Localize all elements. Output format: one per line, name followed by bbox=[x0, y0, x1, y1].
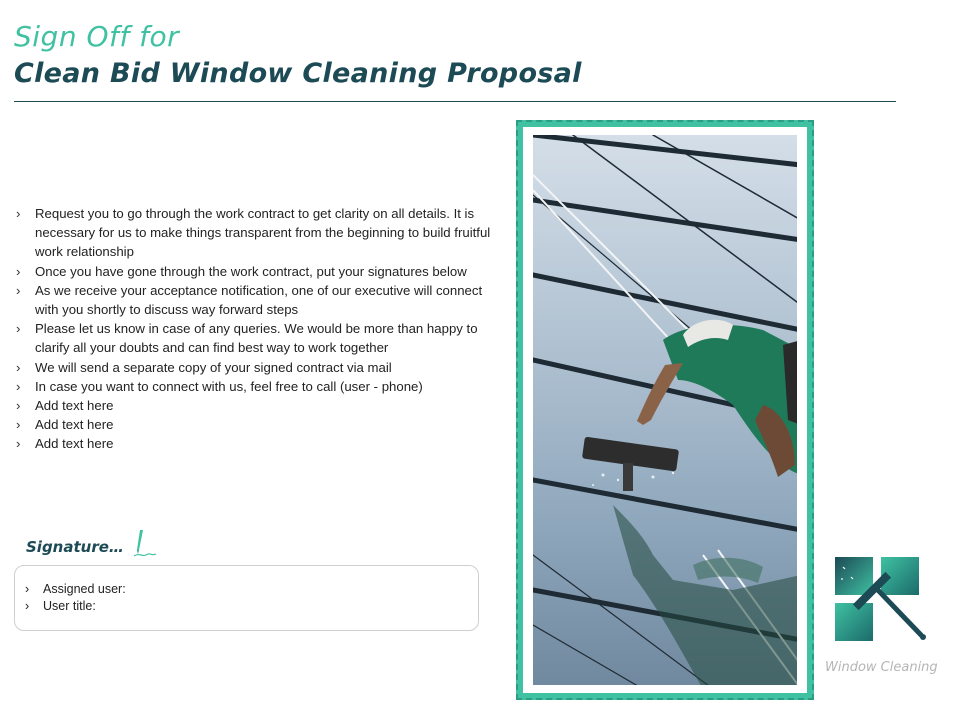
bullet-item: › Request you to go through the work contract to get clarity on all details. It is necessary for us to make things transparent from the beginning to build fruitful work relationship bbox=[14, 204, 500, 262]
title-underline bbox=[14, 101, 896, 102]
photo-frame bbox=[516, 120, 814, 700]
signature-fields bbox=[23, 581, 126, 615]
title-line-2: Clean Bid Window Cleaning Proposal bbox=[14, 58, 582, 89]
bullet-item: › We will send a separate copy of your signed contract via mail bbox=[14, 358, 500, 377]
bullet-item: › Add text here bbox=[14, 434, 500, 453]
bullet-item: › In case you want to connect with us, feel free to call (user - phone) bbox=[14, 377, 500, 396]
bullet-item: › As we receive your acceptance notification, one of our executive will connect with you shortly to discuss way forward steps bbox=[14, 281, 500, 319]
user-title-field: › User title: bbox=[23, 598, 126, 615]
pen-icon bbox=[130, 528, 160, 565]
signature-label: Signature… bbox=[26, 538, 124, 556]
title-line-1: Sign Off for bbox=[14, 20, 180, 53]
bullet-item: › Once you have gone through the work contract, put your signatures below bbox=[14, 262, 500, 281]
window-cleaner-photo bbox=[533, 135, 797, 685]
bullet-list bbox=[14, 204, 500, 454]
signature-box bbox=[14, 565, 479, 631]
bullet-item: › Add text here bbox=[14, 396, 500, 415]
bullet-item: › Please let us know in case of any queries. We would be more than happy to clarify all your doubts and can find best way to work together bbox=[14, 319, 500, 357]
bullet-item: › Add text here bbox=[14, 415, 500, 434]
assigned-user-field: › Assigned user: bbox=[23, 581, 126, 598]
squeegee-logo-icon bbox=[833, 555, 929, 650]
logo-caption: Window Cleaning bbox=[825, 660, 938, 675]
